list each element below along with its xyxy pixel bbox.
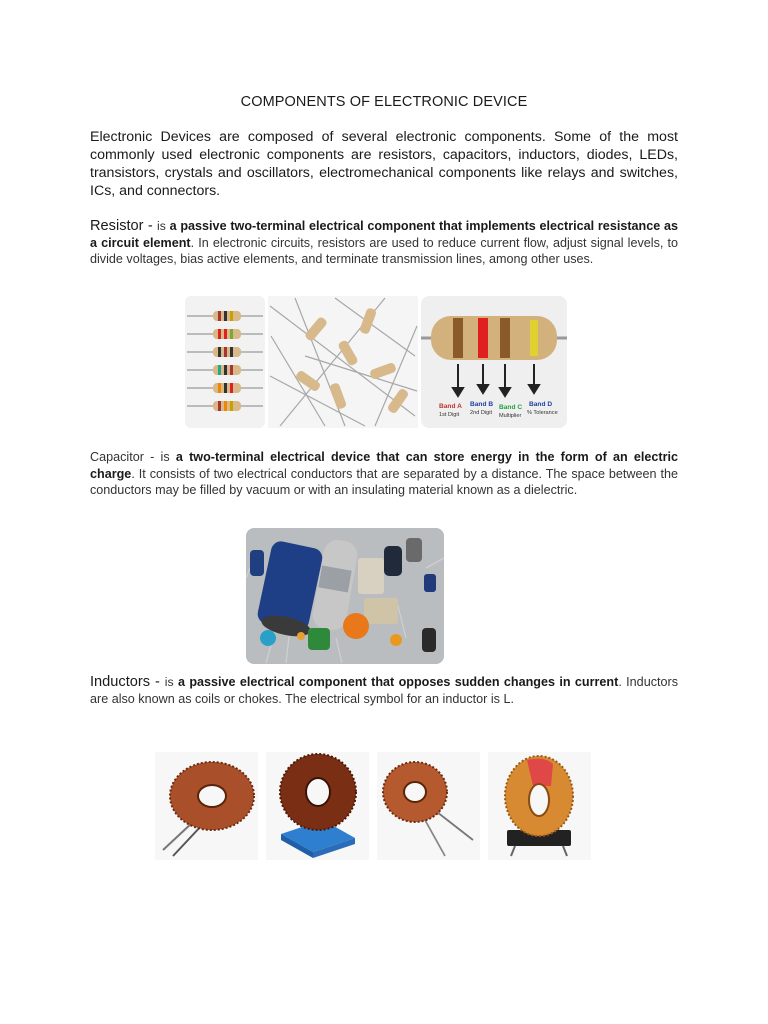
capacitor-description: . It consists of two electrical conductors that are separated by a distance. The space between the conductors may be filled by vacuum or with an insulating material known as a dielectric. bbox=[90, 466, 678, 497]
page-title: COMPONENTS OF ELECTRONIC DEVICE bbox=[240, 94, 528, 110]
band-d-label: Band D bbox=[529, 401, 553, 408]
resistor-heading: Resistor - bbox=[90, 218, 158, 234]
capacitor-is: is bbox=[160, 450, 170, 464]
mounted-inductor-image-2 bbox=[266, 752, 369, 860]
inductor-definition: a passive electrical component that opposes sudden changes in current bbox=[177, 675, 619, 689]
intro-paragraph: Electronic Devices are composed of several electronic components. Some of the most commonly used electronic components are resistors, capacitors, inductors, diodes, LEDs, transistors, crystals and oscillators, electromechanical components like relays and switches, ICs, and connectors. bbox=[90, 129, 678, 199]
band-a-label: Band A bbox=[439, 403, 462, 410]
capacitor-definition: a two-terminal electrical device that can store energy in the form of an electric charge bbox=[90, 450, 678, 481]
toroid-inductor-image-3 bbox=[377, 752, 480, 860]
capacitor-figure bbox=[246, 528, 444, 664]
resistor-figure bbox=[185, 296, 567, 428]
inductor-description: . Inductors are also known as coils or chokes. The electrical symbol for an inductor is L. bbox=[90, 675, 678, 706]
resistor-definition: a passive two-terminal electrical component that implements electrical resistance as a circuit element bbox=[90, 219, 678, 250]
band-b-label: Band B bbox=[470, 401, 494, 408]
capacitor-paragraph bbox=[90, 449, 678, 499]
band-b-desc: 2nd Digit bbox=[470, 410, 493, 416]
resistor-is: is bbox=[157, 219, 166, 233]
band-c-label: Band C bbox=[499, 404, 523, 411]
band-a-desc: 1st Digit bbox=[439, 412, 460, 418]
resistor-paragraph bbox=[90, 218, 678, 268]
inductor-figure bbox=[155, 752, 595, 860]
band-d-desc: % Tolerance bbox=[527, 410, 558, 416]
inductor-heading: Inductors - bbox=[90, 674, 165, 690]
inductor-is: is bbox=[164, 675, 174, 689]
common-mode-choke-image-4 bbox=[488, 752, 591, 860]
toroid-inductor-image-1 bbox=[155, 752, 258, 860]
inductor-paragraph bbox=[90, 674, 678, 707]
resistor-description: . In electronic circuits, resistors are used to reduce current flow, adjust signal levels, to divide voltages, bias active elements, and terminate transmission lines, among other uses. bbox=[90, 235, 678, 266]
band-c-desc: Multiplier bbox=[499, 413, 522, 419]
capacitor-heading: Capacitor - bbox=[90, 450, 161, 464]
